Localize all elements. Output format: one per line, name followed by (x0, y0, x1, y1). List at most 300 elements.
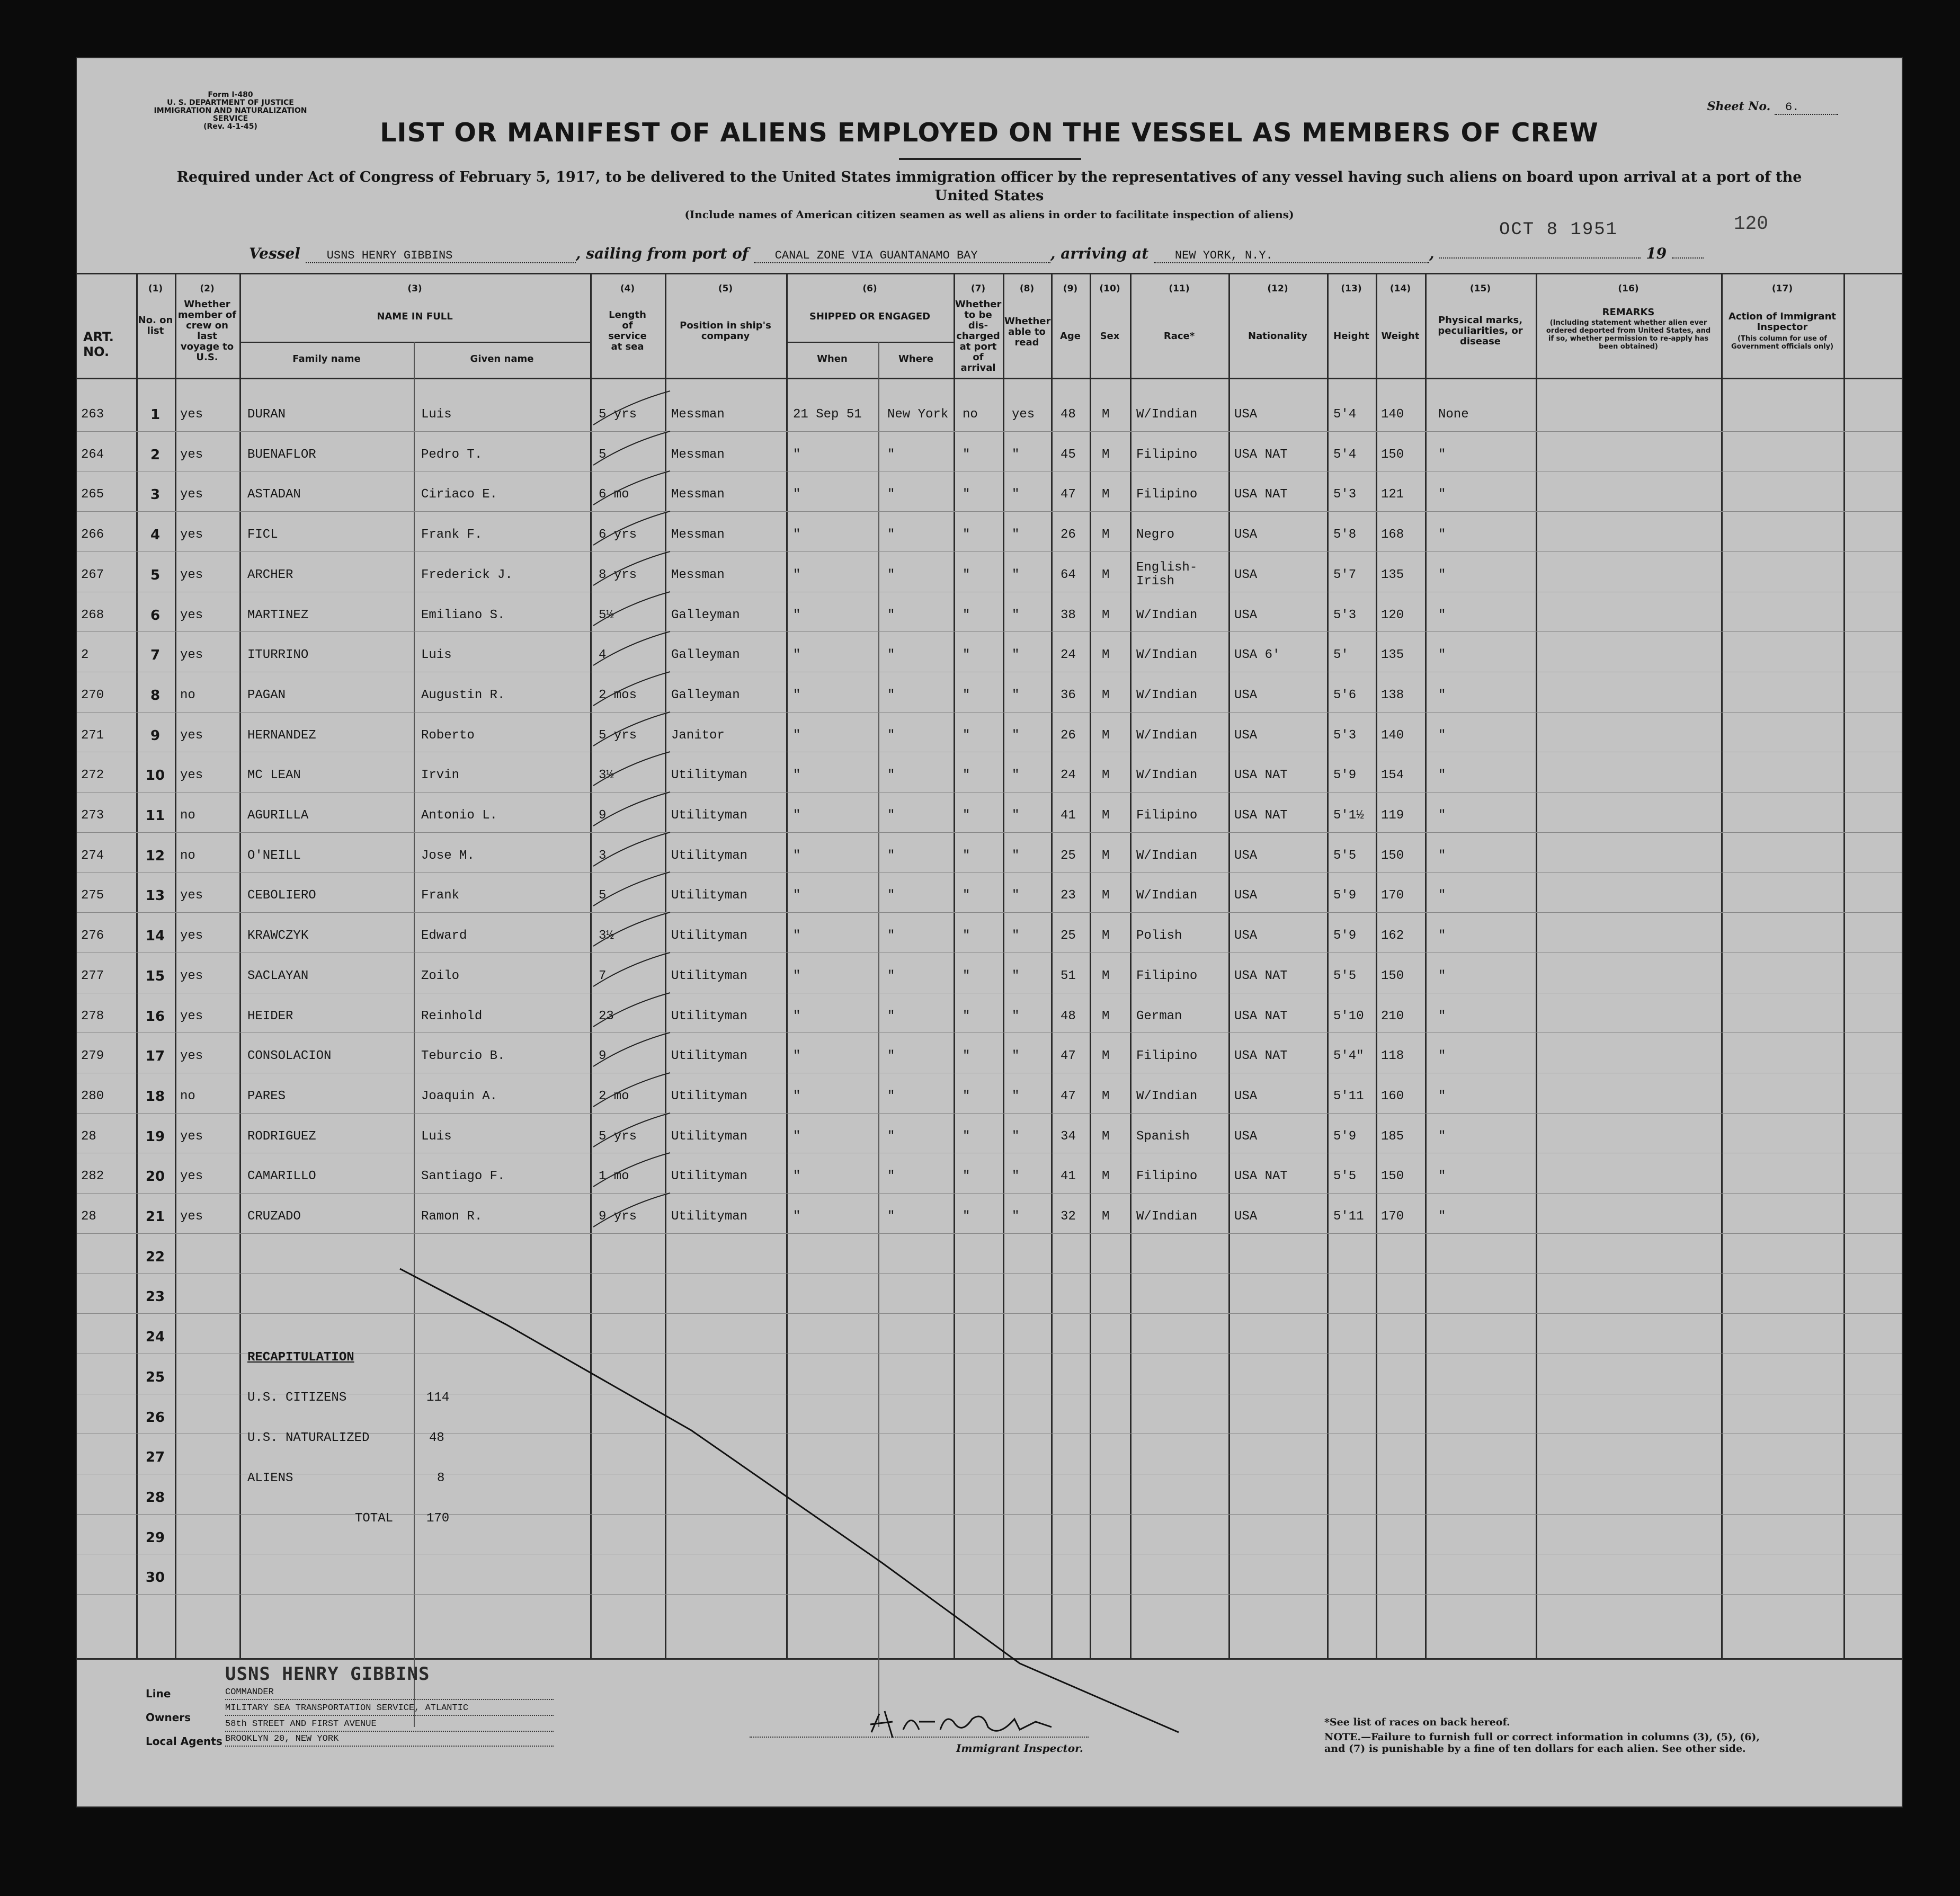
age-cell: 25 (1061, 849, 1076, 863)
col13-number: (13) (1341, 283, 1362, 294)
position-cell: Janitor (671, 728, 725, 743)
col16-sublabel: (Including statement whether alien ever ordered deported from United States, and if so, whether permission to re-apply has been obtained) (1546, 319, 1711, 351)
shipped-where-cell: " (887, 1089, 895, 1103)
discharged-cell: " (963, 929, 970, 943)
given-name-cell: Luis (421, 407, 452, 422)
position-cell: Messman (671, 407, 725, 422)
given-name-cell: Santiago F. (421, 1169, 505, 1183)
able-to-read-cell: " (1012, 487, 1020, 502)
row-number: 18 (145, 1089, 165, 1105)
col15-label: Physical marks, peculiarities, or disease (1438, 315, 1523, 347)
crew-last-voyage-cell: yes (180, 728, 203, 743)
art-number-cell: 276 (81, 929, 104, 943)
physical-marks-cell: " (1438, 728, 1446, 743)
shipped-where-cell: " (887, 1129, 895, 1144)
shipped-when-cell: " (793, 528, 801, 542)
able-to-read-cell: " (1012, 448, 1020, 462)
race-cell: W/Indian (1136, 768, 1198, 782)
height-cell: 5'9 (1333, 888, 1357, 903)
crew-last-voyage-cell: no (180, 688, 195, 702)
weight-cell: 160 (1381, 1089, 1404, 1103)
art-number-cell: 279 (81, 1049, 104, 1063)
recap-value: 170 (426, 1511, 450, 1526)
family-name-cell: FICL (247, 528, 278, 542)
col11-label: Race* (1163, 331, 1195, 342)
row-number: 25 (145, 1369, 165, 1385)
given-name-cell: Zoilo (421, 969, 460, 983)
height-cell: 5'8 (1333, 528, 1357, 542)
discharged-cell: " (963, 1169, 970, 1183)
position-cell: Utilityman (671, 929, 748, 943)
recap-value: 8 (437, 1471, 445, 1485)
crew-last-voyage-cell: yes (180, 929, 203, 943)
row-number: 4 (150, 527, 161, 543)
sex-cell: M (1102, 688, 1110, 702)
owners-label: Owners (146, 1711, 191, 1724)
given-name-cell: Augustin R. (421, 688, 505, 702)
row-number: 26 (145, 1410, 165, 1426)
weight-cell: 118 (1381, 1049, 1404, 1063)
owner-text: MILITARY SEA TRANSPORTATION SERVICE, ATLANTIC (225, 1703, 469, 1713)
crew-last-voyage-cell: yes (180, 1169, 203, 1183)
line-label: Line (146, 1687, 171, 1700)
sheet-number-label: Sheet No. (1707, 100, 1771, 113)
col14-number: (14) (1389, 283, 1411, 294)
shipped-where-cell: " (887, 608, 895, 622)
age-cell: 64 (1061, 568, 1076, 582)
given-name-cell: Reinhold (421, 1009, 483, 1023)
nationality-cell: USA (1234, 728, 1258, 743)
shipped-when-cell: " (793, 768, 801, 782)
able-to-read-cell: " (1012, 528, 1020, 542)
art-number-cell: 264 (81, 448, 104, 462)
comma: , (1429, 245, 1435, 262)
year-label: 19 (1646, 245, 1667, 262)
age-cell: 36 (1061, 688, 1076, 702)
physical-marks-cell: " (1438, 929, 1446, 943)
col8-number: (8) (1019, 283, 1035, 294)
col4-number: (4) (620, 283, 635, 294)
row-number: 19 (145, 1129, 165, 1145)
position-cell: Messman (671, 448, 725, 462)
length-of-service-cell: 5 yrs (599, 407, 637, 422)
given-name-cell: Antonio L. (421, 808, 498, 823)
sex-cell: M (1102, 808, 1110, 823)
sex-cell: M (1102, 1209, 1110, 1224)
shipped-when-header: When (817, 353, 848, 364)
sex-cell: M (1102, 929, 1110, 943)
row-number: 30 (145, 1570, 165, 1586)
physical-marks-cell: " (1438, 888, 1446, 903)
height-cell: 5'9 (1333, 768, 1357, 782)
sex-cell: M (1102, 648, 1110, 662)
row-number: 3 (150, 487, 161, 503)
age-cell: 48 (1061, 407, 1076, 422)
col5-number: (5) (718, 283, 733, 294)
crew-last-voyage-cell: yes (180, 969, 203, 983)
col17-sublabel: (This column for use of Government officials only) (1731, 335, 1834, 351)
art-number-cell: 2 (81, 648, 89, 662)
col1-number: (1) (148, 283, 163, 294)
col6-number: (6) (862, 283, 877, 294)
discharged-cell: " (963, 1209, 970, 1224)
weight-cell: 140 (1381, 407, 1404, 422)
race-cell: Filipino (1136, 448, 1198, 462)
sex-cell: M (1102, 728, 1110, 743)
position-cell: Messman (671, 568, 725, 582)
crew-last-voyage-cell: yes (180, 568, 203, 582)
height-cell: 5'3 (1333, 608, 1357, 622)
nationality-cell: USA (1234, 407, 1258, 422)
able-to-read-cell: " (1012, 648, 1020, 662)
position-cell: Utilityman (671, 1209, 748, 1224)
shipped-when-cell: " (793, 1009, 801, 1023)
height-cell: 5'4 (1333, 448, 1357, 462)
shipped-where-cell: " (887, 768, 895, 782)
row-number: 10 (145, 768, 165, 784)
shipped-where-cell: " (887, 487, 895, 502)
shipped-where-header: Where (898, 353, 933, 364)
age-cell: 26 (1061, 728, 1076, 743)
col9-number: (9) (1063, 283, 1078, 294)
shipped-where-cell: " (887, 849, 895, 863)
given-name-cell: Ramon R. (421, 1209, 483, 1224)
position-cell: Utilityman (671, 808, 748, 823)
height-cell: 5' (1333, 648, 1349, 662)
footer-ship-name: USNS HENRY GIBBINS (225, 1663, 430, 1685)
weight-cell: 135 (1381, 568, 1404, 582)
sex-cell: M (1102, 1049, 1110, 1063)
given-name-cell: Joaquin A. (421, 1089, 498, 1103)
row-number: 11 (145, 808, 165, 824)
family-name-cell: ARCHER (247, 568, 293, 582)
art-number-cell: 274 (81, 849, 104, 863)
art-number-cell: 28 (81, 1209, 96, 1224)
physical-marks-cell: " (1438, 1049, 1446, 1063)
age-cell: 41 (1061, 808, 1076, 823)
age-cell: 25 (1061, 929, 1076, 943)
age-cell: 47 (1061, 487, 1076, 502)
row-number: 2 (150, 447, 161, 463)
nationality-cell: USA NAT (1234, 1049, 1288, 1063)
shipped-when-cell: " (793, 688, 801, 702)
physical-marks-cell: " (1438, 969, 1446, 983)
port-name: CANAL ZONE VIA GUANTANAMO BAY (754, 249, 1050, 263)
weight-cell: 120 (1381, 608, 1404, 622)
shipped-where-cell: " (887, 1209, 895, 1224)
family-name-header: Family name (292, 353, 361, 364)
discharged-cell: " (963, 1009, 970, 1023)
able-to-read-cell: " (1012, 888, 1020, 903)
nationality-cell: USA (1234, 568, 1258, 582)
length-of-service-cell: 6 mo (599, 487, 629, 502)
physical-marks-cell: None (1438, 407, 1469, 422)
able-to-read-cell: " (1012, 808, 1020, 823)
able-to-read-cell: " (1012, 1089, 1020, 1103)
able-to-read-cell: " (1012, 608, 1020, 622)
page-subtitle: Required under Act of Congress of February 5, 1917, to be delivered to the United States immigration officer by the representatives of any vessel having such aliens on board upon arrival at a port of the United States (176, 169, 1802, 204)
col7-number: (7) (970, 283, 986, 294)
length-of-service-cell: 5½ (599, 608, 614, 622)
given-name-cell: Luis (421, 1129, 452, 1144)
age-cell: 41 (1061, 1169, 1076, 1183)
discharged-cell: " (963, 808, 970, 823)
physical-marks-cell: " (1438, 768, 1446, 782)
family-name-cell: PAGAN (247, 688, 286, 702)
position-cell: Galleyman (671, 608, 740, 622)
row-number: 5 (150, 567, 161, 583)
vessel-name: USNS HENRY GIBBINS (306, 249, 576, 263)
discharged-cell: " (963, 608, 970, 622)
discharged-cell: no (963, 407, 978, 422)
discharged-cell: " (963, 1089, 970, 1103)
col16-label: REMARKS (1602, 307, 1655, 318)
port-label: , sailing from port of (575, 245, 749, 262)
page-note: (Include names of American citizen seamen as well as aliens in order to facilitate inspection of aliens) (684, 208, 1294, 221)
shipped-where-cell: " (887, 808, 895, 823)
height-cell: 5'4" (1333, 1049, 1364, 1063)
length-of-service-cell: 3½ (599, 768, 614, 782)
age-cell: 47 (1061, 1049, 1076, 1063)
position-cell: Utilityman (671, 969, 748, 983)
col14-label: Weight (1381, 331, 1420, 342)
row-number: 24 (145, 1329, 165, 1345)
art-no-header: ART. NO. (83, 330, 114, 359)
position-cell: Utilityman (671, 849, 748, 863)
nationality-cell: USA NAT (1234, 969, 1288, 983)
race-cell: W/Indian (1136, 728, 1198, 743)
department-name: U. S. DEPARTMENT OF JUSTICE (167, 99, 294, 107)
height-cell: 5'6 (1333, 688, 1357, 702)
given-name-cell: Frank (421, 888, 460, 903)
sheet-number-value: 6. (1775, 101, 1838, 115)
shipped-when-cell: " (793, 888, 801, 903)
shipped-where-cell: New York (887, 407, 949, 422)
length-of-service-cell: 3½ (599, 929, 614, 943)
height-cell: 5'11 (1333, 1209, 1364, 1224)
position-cell: Messman (671, 487, 725, 502)
age-cell: 34 (1061, 1129, 1076, 1144)
family-name-cell: CONSOLACION (247, 1049, 332, 1063)
col12-number: (12) (1267, 283, 1288, 294)
shipped-when-cell: " (793, 448, 801, 462)
weight-cell: 210 (1381, 1009, 1404, 1023)
race-cell: Polish (1136, 929, 1182, 943)
position-cell: Utilityman (671, 768, 748, 782)
height-cell: 5'5 (1333, 1169, 1357, 1183)
shipped-where-cell: " (887, 888, 895, 903)
race-cell: W/Indian (1136, 1209, 1198, 1224)
height-cell: 5'1½ (1333, 808, 1364, 823)
able-to-read-cell: " (1012, 1009, 1020, 1023)
given-name-cell: Pedro T. (421, 448, 483, 462)
race-cell: German (1136, 1009, 1182, 1023)
position-cell: Galleyman (671, 648, 740, 662)
recap-value: 114 (426, 1391, 450, 1405)
length-of-service-cell: 5 yrs (599, 728, 637, 743)
shipped-when-cell: " (793, 487, 801, 502)
height-cell: 5'9 (1333, 1129, 1357, 1144)
family-name-cell: RODRIGUEZ (247, 1129, 316, 1144)
able-to-read-cell: " (1012, 1209, 1020, 1224)
crew-last-voyage-cell: yes (180, 648, 203, 662)
local-agents-label: Local Agents (146, 1735, 222, 1748)
able-to-read-cell: " (1012, 728, 1020, 743)
service-name: IMMIGRATION AND NATURALIZATION SERVICE (154, 106, 307, 123)
discharged-cell: " (963, 849, 970, 863)
art-number-cell: 267 (81, 568, 104, 582)
art-number-cell: 272 (81, 768, 104, 782)
family-name-cell: O'NEILL (247, 849, 301, 863)
row-number: 1 (150, 407, 161, 423)
recap-label: TOTAL (355, 1511, 394, 1526)
nationality-cell: USA NAT (1234, 448, 1288, 462)
height-cell: 5'9 (1333, 929, 1357, 943)
art-number-cell: 270 (81, 688, 104, 702)
row-number: 29 (145, 1530, 165, 1546)
age-cell: 32 (1061, 1209, 1076, 1224)
nationality-cell: USA (1234, 929, 1258, 943)
weight-cell: 185 (1381, 1129, 1404, 1144)
art-number-cell: 282 (81, 1169, 104, 1183)
sex-cell: M (1102, 969, 1110, 983)
family-name-cell: CEBOLIERO (247, 888, 316, 903)
arriving-port: NEW YORK, N.Y. (1154, 249, 1429, 263)
weight-cell: 121 (1381, 487, 1404, 502)
position-cell: Utilityman (671, 888, 748, 903)
row-number: 23 (145, 1289, 165, 1305)
discharged-cell: " (963, 648, 970, 662)
race-cell: Filipino (1136, 808, 1198, 823)
shipped-where-cell: " (887, 728, 895, 743)
family-name-cell: SACLAYAN (247, 969, 309, 983)
family-name-cell: MARTINEZ (247, 608, 309, 622)
nationality-cell: USA (1234, 1089, 1258, 1103)
physical-marks-cell: " (1438, 448, 1446, 462)
shipped-when-cell: " (793, 648, 801, 662)
row-number: 21 (145, 1209, 165, 1225)
col9-label: Age (1059, 331, 1081, 342)
race-cell: W/Indian (1136, 849, 1198, 863)
shipped-when-cell: 21 Sep 51 (793, 407, 862, 422)
race-cell: W/Indian (1136, 407, 1198, 422)
nationality-cell: USA (1234, 1129, 1258, 1144)
position-cell: Messman (671, 528, 725, 542)
age-cell: 26 (1061, 528, 1076, 542)
sex-cell: M (1102, 849, 1110, 863)
nationality-cell: USA (1234, 608, 1258, 622)
col12-label: Nationality (1248, 331, 1307, 342)
manifest-sheet (77, 58, 1902, 1806)
penalty-note: NOTE.—Failure to furnish full or correct information in columns (3), (5), (6), and (7) is punishable by a fine of ten dollars for each alien. See other side. (1324, 1731, 1760, 1755)
recap-heading: RECAPITULATION (247, 1350, 354, 1365)
position-cell: Utilityman (671, 1089, 748, 1103)
length-of-service-cell: 8 yrs (599, 568, 637, 582)
art-number-cell: 280 (81, 1089, 104, 1103)
weight-cell: 154 (1381, 768, 1404, 782)
family-name-cell: HEIDER (247, 1009, 293, 1023)
crew-last-voyage-cell: yes (180, 407, 203, 422)
physical-marks-cell: " (1438, 568, 1446, 582)
agents-field (225, 1734, 554, 1747)
col17-label: Action of Immigrant Inspector (1729, 311, 1836, 333)
discharged-cell: " (963, 1049, 970, 1063)
sex-cell: M (1102, 487, 1110, 502)
weight-cell: 138 (1381, 688, 1404, 702)
row-number: 7 (150, 647, 161, 663)
family-name-cell: PARES (247, 1089, 286, 1103)
nationality-cell: USA NAT (1234, 487, 1288, 502)
sex-cell: M (1102, 1129, 1110, 1144)
col8-label: Whether able to read (1004, 316, 1051, 348)
able-to-read-cell: " (1012, 768, 1020, 782)
age-cell: 51 (1061, 969, 1076, 983)
length-of-service-cell: 5 yrs (599, 1129, 637, 1144)
row-number: 27 (145, 1449, 165, 1465)
length-of-service-cell: 1 mo (599, 1169, 629, 1183)
family-name-cell: AGURILLA (247, 808, 309, 823)
art-number-cell: 266 (81, 528, 104, 542)
nationality-cell: USA (1234, 528, 1258, 542)
physical-marks-cell: " (1438, 608, 1446, 622)
family-name-cell: DURAN (247, 407, 286, 422)
shipped-when-cell: " (793, 1169, 801, 1183)
crew-last-voyage-cell: yes (180, 608, 203, 622)
shipped-when-cell: " (793, 728, 801, 743)
col3-label: NAME IN FULL (377, 311, 453, 322)
col2-number: (2) (200, 283, 215, 294)
row-number: 15 (145, 968, 165, 984)
shipped-where-cell: " (887, 448, 895, 462)
height-cell: 5'4 (1333, 407, 1357, 422)
crew-last-voyage-cell: yes (180, 528, 203, 542)
length-of-service-cell: 9 (599, 808, 607, 823)
crew-last-voyage-cell: yes (180, 1009, 203, 1023)
sex-cell: M (1102, 407, 1110, 422)
family-name-cell: BUENAFLOR (247, 448, 316, 462)
row-number: 20 (145, 1169, 165, 1185)
race-footnote: *See list of races on back hereof. (1324, 1716, 1510, 1728)
sex-cell: M (1102, 608, 1110, 622)
shipped-when-cell: " (793, 1209, 801, 1224)
able-to-read-cell: " (1012, 929, 1020, 943)
discharged-cell: " (963, 888, 970, 903)
race-cell: W/Indian (1136, 608, 1198, 622)
length-of-service-cell: 2 mos (599, 688, 637, 702)
sex-cell: M (1102, 1169, 1110, 1183)
height-cell: 5'3 (1333, 487, 1357, 502)
race-cell: Filipino (1136, 969, 1198, 983)
shipped-when-cell: " (793, 1049, 801, 1063)
family-name-cell: MC LEAN (247, 768, 301, 782)
art-number-cell: 271 (81, 728, 104, 743)
age-cell: 47 (1061, 1089, 1076, 1103)
row-number: 28 (145, 1490, 165, 1506)
form-revision: (Rev. 4-1-45) (203, 122, 257, 131)
family-name-cell: ASTADAN (247, 487, 301, 502)
position-cell: Utilityman (671, 1169, 748, 1183)
given-name-cell: Teburcio B. (421, 1049, 505, 1063)
row-number: 22 (145, 1249, 165, 1265)
length-of-service-cell: 7 (599, 969, 607, 983)
sex-cell: M (1102, 768, 1110, 782)
physical-marks-cell: " (1438, 688, 1446, 702)
inspector-signature (861, 1701, 1083, 1748)
crew-last-voyage-cell: no (180, 808, 195, 823)
length-of-service-cell: 5 (599, 888, 607, 903)
weight-cell: 168 (1381, 528, 1404, 542)
discharged-cell: " (963, 528, 970, 542)
